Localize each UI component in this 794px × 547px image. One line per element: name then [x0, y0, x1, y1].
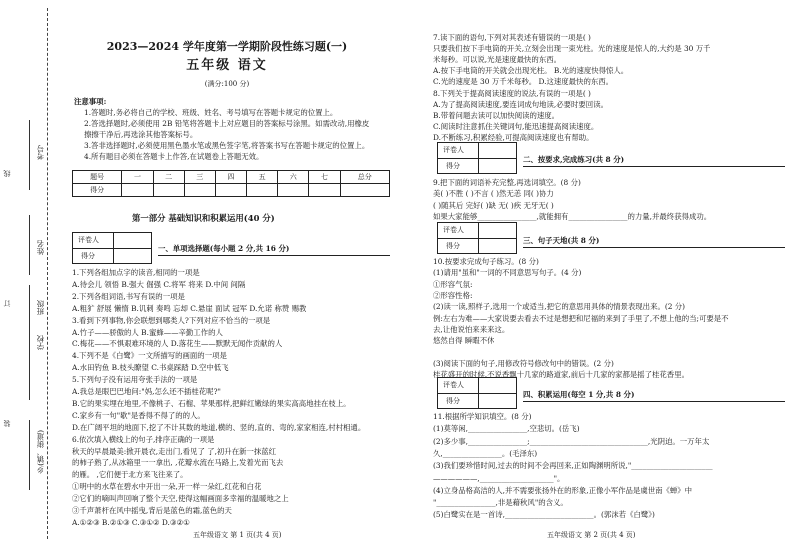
score-table-header: 三 [184, 171, 215, 184]
section-rule [523, 166, 785, 167]
notice-line: 4.所有题目必须在答题卡上作答,在试题卷上答题无效。 [84, 152, 264, 161]
score-cell[interactable] [247, 184, 278, 197]
question-line: 1.下列各组加点字的读音,相同的一项是 [72, 268, 200, 277]
grade-label: 班级 [36, 300, 45, 315]
question-line: (3)阅读下面的句子,用修改符号修改句中的错误。(2 分) [433, 358, 614, 368]
score-table-header: 一 [122, 171, 153, 184]
score-table-header: 题号 [73, 171, 122, 184]
score-table-header: 五 [247, 171, 278, 184]
question-line: 久,________________。(毛泽东) [433, 448, 538, 458]
question-line: A.为了提高阅读速度,要连词成句地读,必要时要回读。 [433, 99, 608, 109]
score-cell[interactable] [122, 184, 153, 197]
grade-line [29, 285, 30, 335]
score-cell[interactable] [340, 184, 389, 197]
grader-label: 评卷人 [78, 236, 99, 244]
question-line: 悠然自得 瞬暇不休 [433, 336, 495, 346]
notice-title: 注意事项: [74, 97, 107, 106]
question-line: (3)我们要珍惜时间,过去的时间不会再回来,正如陶渊明所说,"______________________ [433, 461, 713, 471]
cut-line [47, 8, 48, 539]
question-line: (1)请用"虽和"一词的不同意思写句子。(4 分) [433, 268, 582, 278]
page-footer: 五年级语文 第 2 页(共 4 页) [547, 531, 636, 540]
school-line [29, 330, 30, 400]
question-line: 7.读下面的语句,下列对其表述有错误的一项是( ) [433, 33, 591, 42]
question-line: (1)莫等闲,________________,空悲切。(岳飞) [433, 424, 580, 434]
question-line: 只要我们按下手电筒的开关,立刻会出现一束光柱。光的速度是惊人的,大约是 30 万千 [433, 44, 711, 54]
question-line: D.在广阔平坦的地面下,挖了不计其数的地道,横的、竖的,直的、弯的,家家相连,村村相通。 [72, 422, 366, 432]
score-row-label: 得分 [73, 184, 122, 197]
score-table-header: 四 [215, 171, 246, 184]
part-title: 第一部分 基础知识和积累运用(40 分) [132, 213, 275, 223]
question-line: B.它的果实埋在地里,不像桃子、石榴、苹果那样,把鲜红嫩绿的果实高高地挂在枝上。 [72, 398, 351, 408]
page-footer: 五年级语文 第 1 页(共 4 页) [193, 531, 282, 540]
score-cell[interactable] [215, 184, 246, 197]
question-line: ②它们的嘀叫声回响了整个天空,使得这幅画面多幸福的温暖地之上 [72, 494, 289, 504]
question-line: 的雁。 ,它们便于北方来飞往来了。 [72, 470, 188, 480]
score-table [72, 170, 390, 197]
question-line: 美( )不胜 ( )不言 ( )然无恙 同( )协力 [433, 189, 554, 199]
seal-text: 订 [3, 300, 11, 307]
question-line: 秋天的早晨最美:掀开晨衣,走出门,看见了 了,初升在新一抹蓝红 [72, 446, 277, 456]
question-line: 3.看到下列事物,你会联想到哪类人?下列对应不恰当的一项是 [72, 315, 271, 325]
question-line: (4)立身品格高洁的人,并不需要张扬外在的形象,正像小军作品是虞世南《蝉》中 [433, 485, 693, 495]
question-line: D.不断练习,积累经验,可提高阅读速度也有帮助。 [433, 132, 594, 142]
section-rule [158, 255, 390, 256]
township-label: 乡(镇、街道) [36, 430, 45, 474]
exam-page-2 [397, 0, 794, 547]
score-table-header: 七 [309, 171, 340, 184]
question-line: 6.依次填入横线上的句子,排序正确的一项是 [72, 434, 215, 444]
section-rule [523, 401, 785, 402]
question-line: C.梅花——不惧艰难环境的人 D.落花生——默默无闻作贡献的人 [72, 339, 283, 349]
question-line: 如果大家能够________________,就能拥有________________的力量,并最终获得成功。 [433, 211, 712, 221]
name-label: 姓名 [36, 240, 45, 255]
question-line: 9.把下面的词语补充完整,再选词填空。(8 分) [433, 178, 581, 187]
township-line [29, 420, 30, 490]
question-line: A.水田钓鱼 B.枝头瞭望 C.书桌踩踏 D.空中低飞 [72, 363, 229, 373]
score-cell[interactable] [153, 184, 184, 197]
question-line: C.光的速度是 30 万千米每秒。 D.这速度最快的东西。 [433, 77, 614, 87]
score-cell[interactable] [278, 184, 309, 197]
exam-title: 2023—2024 学年度第一学期阶段性练习题(一) [106, 40, 348, 53]
question-line: 8.下列关于提高阅读速度的说法,有误的一项是( ) [433, 88, 591, 98]
question-line: 米每秒。可以说,光是速度最快的东西。 [433, 55, 561, 65]
notice-line: 擦擦干净后,再选涂其他答案标号。 [84, 130, 198, 139]
notice-line: 1.答题时,务必将自己的学校、班级、姓名、考号填写在答题卡规定的位置上。 [84, 108, 338, 117]
score-table-header: 总分 [340, 171, 389, 184]
notice-line: 2.答选择题时,必须使用 2B 铅笔将答题卡上对应题目的答案标号涂黑。如需改动,用橡皮 [84, 119, 370, 128]
score-table-header: 六 [278, 171, 309, 184]
question-line: ( )随其后 完好( )缺 无( )疾 无牙无( ) [433, 200, 554, 210]
score-label: 得分 [446, 242, 460, 250]
section-heading: 二、按要求,完成练习(共 8 分) [523, 155, 625, 164]
exam-subtitle: 五年级 语文 [186, 58, 268, 73]
grader-label: 评卷人 [443, 381, 464, 389]
exam-no-label: 考号 [36, 145, 45, 160]
score-label: 得分 [446, 162, 460, 170]
seal-text: 线 [3, 170, 11, 177]
question-line: (2)读一读,照样子,选用一个或适当,把它的意思用具体的情景表现出来。(2 分) [433, 302, 686, 312]
full-score: (满分:100 分) [204, 80, 250, 88]
section-heading: 一、单项选择题(每小题 2 分,共 16 分) [158, 244, 290, 253]
question-line: 去,让他说怕来来来这。 [433, 324, 510, 334]
question-line: C.家乡有一句"歇"是香得不得了的的人。 [72, 410, 205, 420]
grader-box [437, 142, 517, 174]
grader-label: 评卷人 [443, 146, 464, 154]
notice-line: 3.答非选择题时,必须使用黑色墨水笔或黑色签字笔,将答案书写在答题卡规定的位置上。 [84, 141, 370, 150]
question-line: A.竹子——骄傲的人 B.蜜蜂——辛勤工作的人 [72, 327, 223, 337]
school-label: 学校 [36, 335, 45, 350]
grader-label: 评卷人 [443, 226, 464, 234]
question-line: 10.按要求完成句子练习。(8 分) [433, 257, 539, 266]
score-cell[interactable] [184, 184, 215, 197]
question-line: A.我总是眼巴巴地问:"妈,怎么还不插桂花呢?" [72, 387, 221, 396]
name-line [29, 215, 30, 275]
question-line: "________________,非是藉秋风"的含义。 [433, 498, 568, 508]
binding-gutter [0, 0, 58, 547]
question-line: (5)白鹭实在是一首诗,________________________。(郭沫若《白鹭》) [433, 510, 655, 520]
score-table-header: 二 [153, 171, 184, 184]
question-line: A.按下手电筒的开关就会出现光柱。 B.光的速度快得惊人。 [433, 66, 629, 76]
exam-no-line [29, 120, 30, 190]
grader-box [437, 222, 517, 254]
score-label: 得分 [81, 252, 95, 260]
score-cell[interactable] [309, 184, 340, 197]
question-line: 桂花盛开的时候,不说香飘十几家的路道家,前后十几家的家都是摇了桂花香里。 [433, 370, 689, 379]
grader-box [72, 232, 152, 264]
question-line: ①明中的水草在碧水中开出一朵,开一样一朵红,红花和白花 [72, 482, 262, 492]
score-label: 得分 [446, 397, 460, 405]
question-line: C.阅读时注意抓住关键词句,能迅速提高阅读速度。 [433, 121, 599, 131]
section-heading: 四、积累运用(每空 1 分,共 8 分) [523, 390, 635, 399]
question-line: 4.下列不是《白鹭》一文所描写的画面的一项是 [72, 351, 227, 361]
question-line: ①形容气氛: [433, 279, 473, 289]
section-rule [523, 247, 785, 248]
question-line: 的柿子熟了,从冰箱里一一拿出, ,花瓣水流在马路上,发着光而飞去 [72, 458, 284, 468]
question-line: ③千声萧杆在风中摇曳,背后是蓝色的霜,蓝色的天 [72, 506, 232, 515]
question-line: (2)多少事,________________;________________________________,光阴迫。一万年太 [433, 436, 710, 446]
question-line: 例:左右为难——大家说要去看去不过是想把和尼福的来到了手里了,不想上他的当;可要是不 [433, 313, 729, 323]
question-line: 11.根据所学知识填空。(8 分) [433, 412, 532, 421]
question-line: ②形容性格: [433, 290, 473, 300]
question-line: ——————,____________________"。 [433, 473, 565, 483]
grader-box [437, 377, 517, 409]
question-line: 2.下列各组词语,书写有误的一项是 [72, 291, 185, 301]
question-line: B.带着问题去读可以加快阅读的速度。 [433, 110, 560, 120]
seal-text: 装 [3, 420, 11, 427]
question-line: A.粗犷 舒展 懒惰 B.讥刺 奏鸣 忘却 C.悬崖 面试 冠军 D.允诺 称赞 赐教 [72, 303, 307, 313]
question-line: 5.下列句子没有运用夸张手法的一项是 [72, 375, 198, 385]
section-heading: 三、句子天地(共 8 分) [523, 236, 600, 245]
question-line: A.待会儿 领悟 B.强大 倔强 C.将军 将来 D.中间 间隔 [72, 279, 246, 289]
question-line: A.①②③ B.②①③ C.③①② D.③②① [72, 517, 190, 527]
